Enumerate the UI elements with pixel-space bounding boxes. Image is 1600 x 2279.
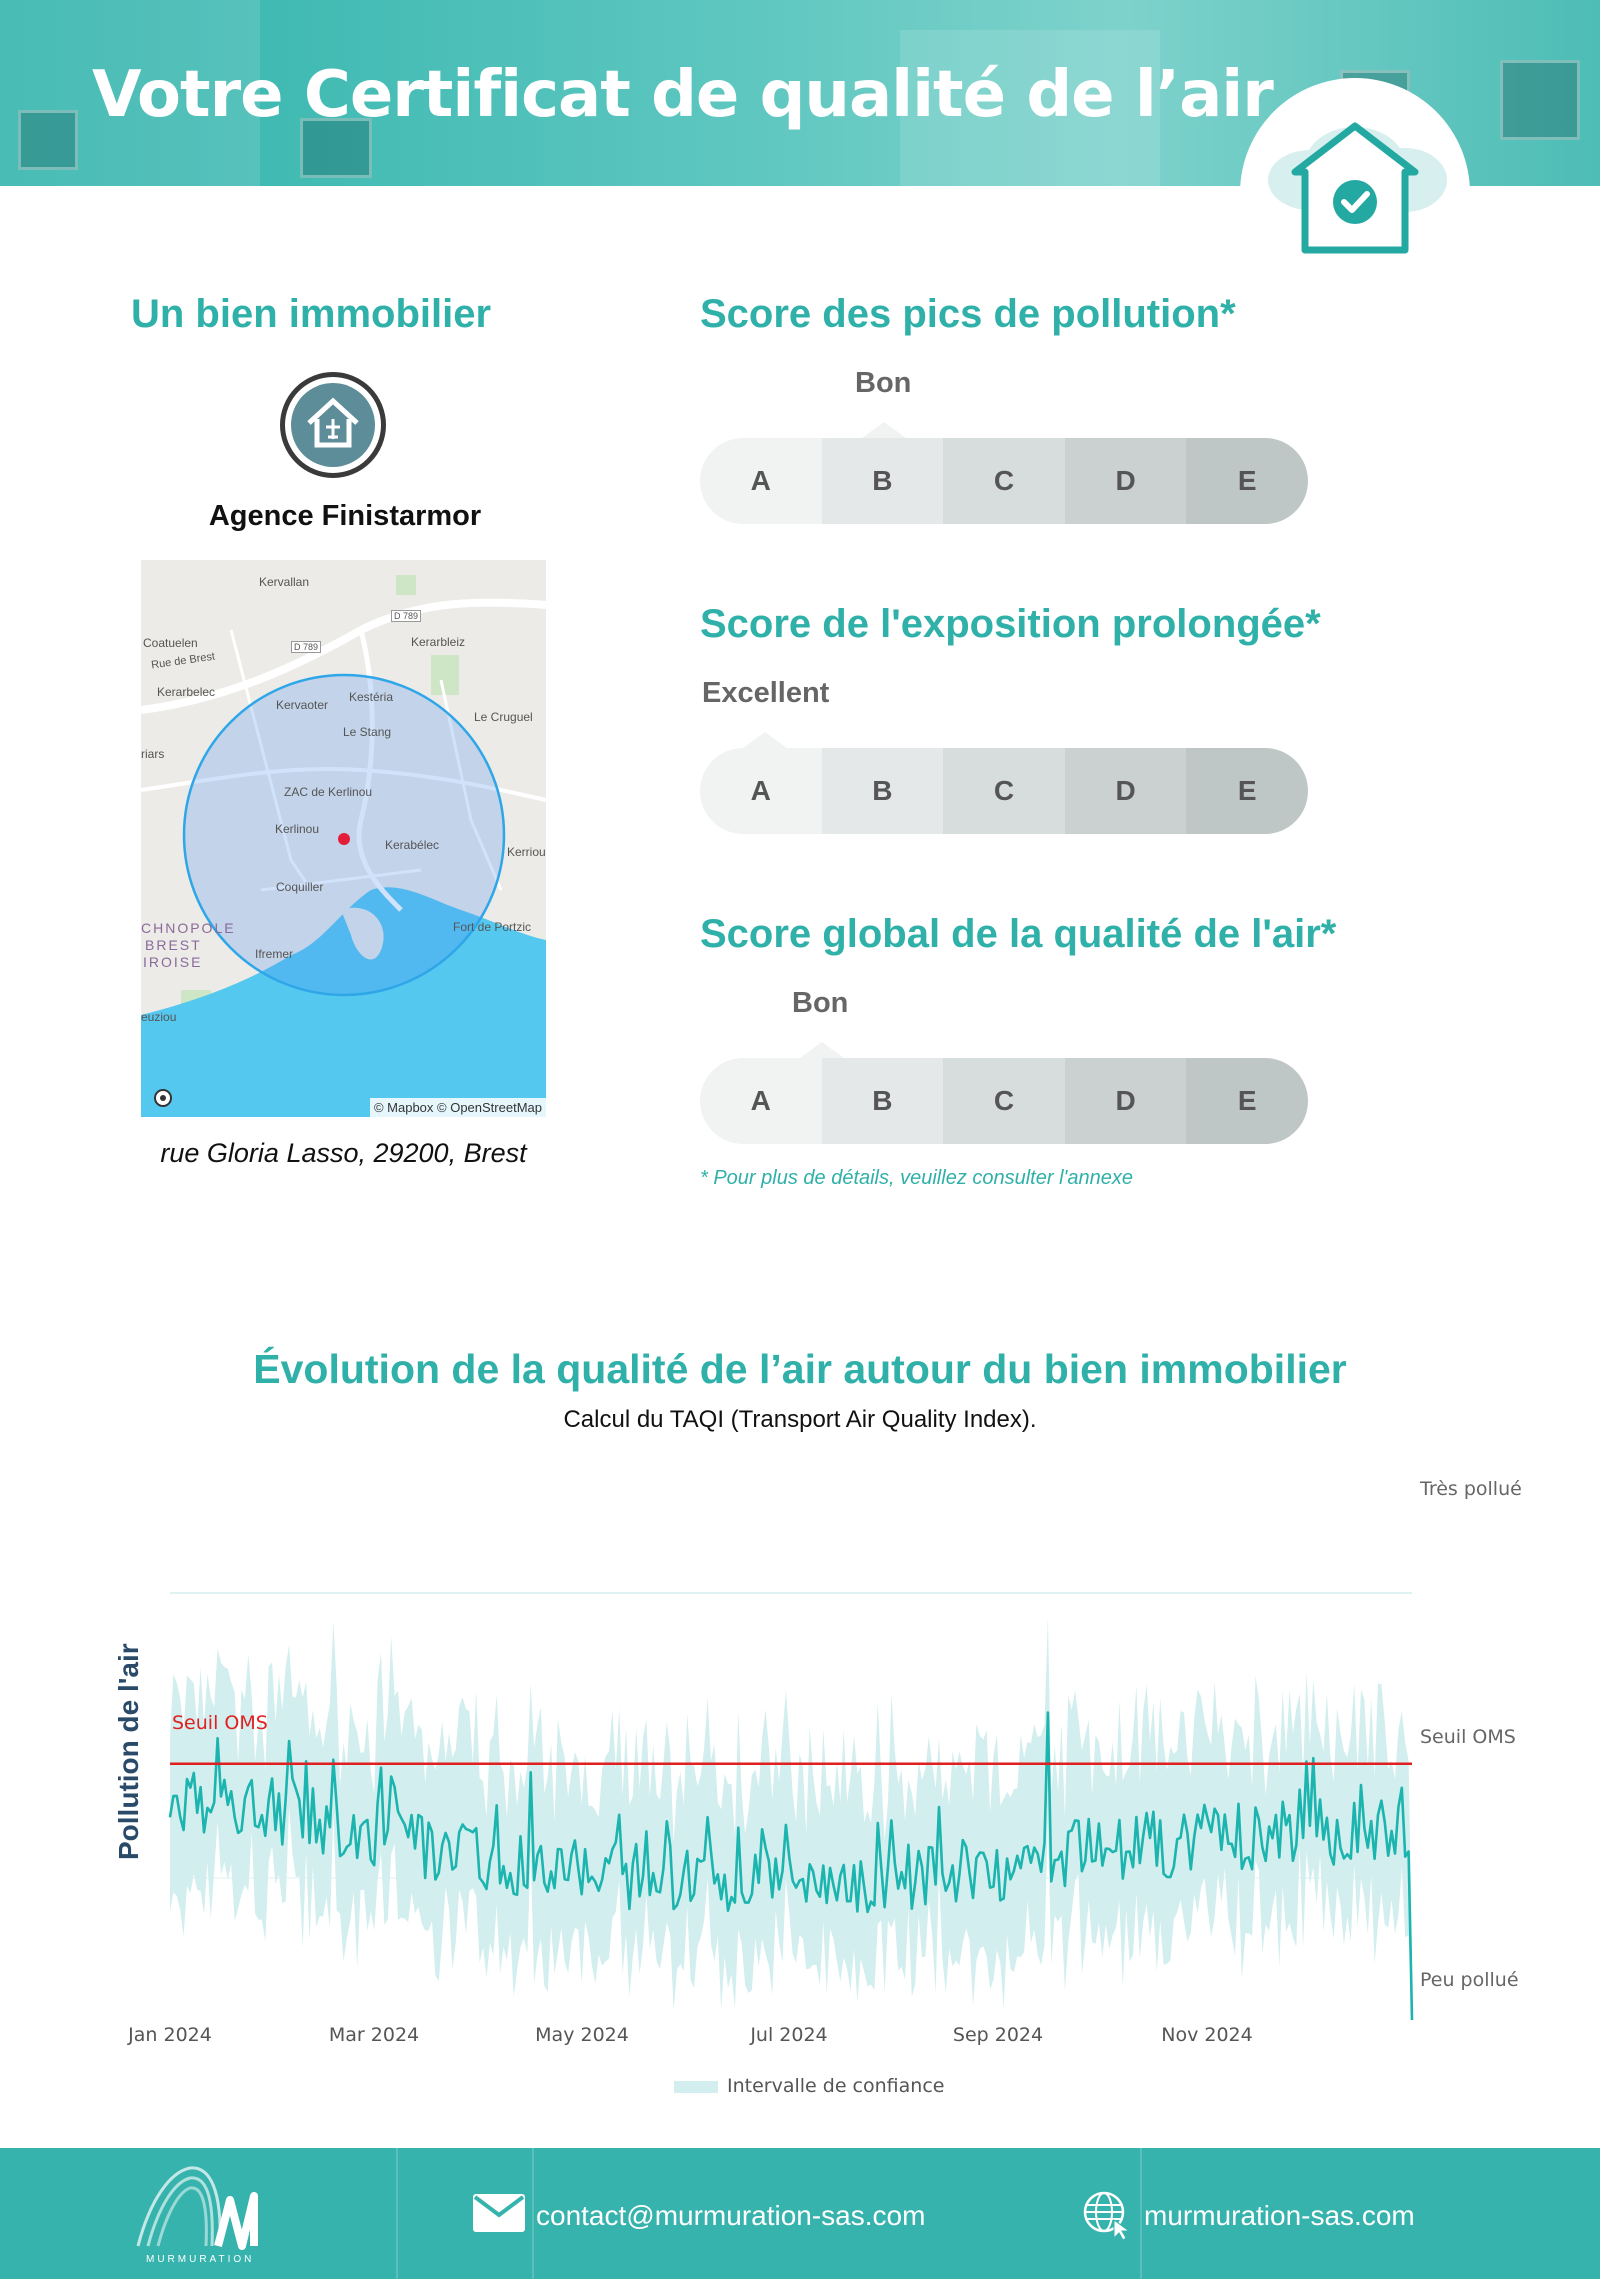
grade-c: C: [943, 1058, 1065, 1144]
map-label: D 789: [391, 610, 421, 622]
map-label: CHNOPOLE: [141, 920, 236, 936]
house-check-icon: [1255, 110, 1455, 270]
map-label: Coatuelen: [143, 636, 198, 650]
score-exposure-pointer: [743, 732, 787, 748]
footer-website-link[interactable]: murmuration-sas.com: [1144, 2200, 1415, 2231]
score-peaks-label: Bon: [855, 367, 912, 399]
map-label: Coquiller: [276, 880, 324, 894]
score-global-label: Bon: [792, 987, 849, 1019]
grade-b: B: [822, 748, 944, 834]
score-peaks-pointer: [862, 422, 906, 438]
map-label: Kerabélec: [385, 838, 440, 852]
x-tick-label: Sep 2024: [952, 2024, 1044, 2046]
score-global-pointer: [800, 1042, 844, 1058]
grade-a: A: [700, 1058, 822, 1144]
grade-d: D: [1065, 748, 1187, 834]
x-tick-label: Nov 2024: [1161, 2024, 1253, 2046]
map-label: Le Stang: [343, 725, 392, 739]
air-quality-chart: [0, 1460, 1600, 2110]
map-label: riars: [141, 747, 165, 761]
x-tick-label: Jul 2024: [750, 2024, 828, 2046]
grade-c: C: [943, 438, 1065, 524]
grade-d: D: [1065, 438, 1187, 524]
map-label: Kervaoter: [276, 698, 329, 712]
map-label: ZAC de Kerlinou: [284, 785, 373, 799]
map-label: D 789: [291, 641, 321, 653]
score-peaks-scale: [700, 438, 1308, 524]
score-global-scale: [700, 1058, 1308, 1144]
chart-title: Évolution de la qualité de l’air autour du bien immobilier: [253, 1346, 1347, 1392]
score-exposure-scale: [700, 748, 1308, 834]
grade-d: D: [1065, 1058, 1187, 1144]
map-label: IROISE: [143, 954, 203, 970]
location-map[interactable]: [141, 560, 546, 1117]
footer-email-link[interactable]: contact@murmuration-sas.com: [536, 2200, 926, 2231]
right-label-bottom: Peu pollué: [1420, 1969, 1519, 1991]
grade-a: A: [700, 748, 822, 834]
right-label-threshold: Seuil OMS: [1420, 1726, 1516, 1748]
y-axis-label: Pollution de l'air: [113, 1643, 144, 1860]
home-icon: [299, 389, 367, 457]
murmuration-logo-icon: [130, 2160, 260, 2252]
map-label: Kervallan: [259, 575, 310, 589]
chart-subtitle: Calcul du TAQI (Transport Air Quality Index).: [563, 1406, 1037, 1433]
map-label: Kerriou: [507, 845, 546, 859]
grade-e: E: [1186, 748, 1308, 834]
property-section-title: Un bien immobilier: [131, 292, 492, 336]
map-label: Kerlinou: [275, 822, 320, 836]
x-tick-label: Mar 2024: [328, 2024, 420, 2046]
grade-c: C: [943, 748, 1065, 834]
legend-label[interactable]: Intervalle de confiance: [727, 2075, 945, 2097]
score-peaks-title: Score des pics de pollution*: [700, 292, 1236, 336]
mail-icon: [472, 2193, 526, 2233]
map-label: Ifremer: [255, 947, 294, 961]
property-address: rue Gloria Lasso, 29200, Brest: [160, 1138, 527, 1168]
map-label: euziou: [141, 1010, 177, 1024]
grade-e: E: [1186, 438, 1308, 524]
footer-brand: MURMURATION: [146, 2254, 255, 2265]
score-exposure-title: Score de l'exposition prolongée*: [700, 602, 1321, 646]
map-label: Rue de Brest: [150, 650, 216, 672]
page-title: Votre Certificat de qualité de l’air: [92, 58, 1273, 132]
mapbox-logo-icon: [153, 1088, 173, 1108]
map-label: Le Cruguel: [474, 710, 533, 724]
map-label: Kerarbelec: [157, 685, 216, 699]
grade-b: B: [822, 438, 944, 524]
globe-icon: [1082, 2190, 1132, 2240]
map-label: Kerarbleiz: [411, 635, 466, 649]
map-label: Kestéria: [349, 690, 394, 704]
score-global-title: Score global de la qualité de l'air*: [700, 912, 1337, 956]
x-tick-label: May 2024: [535, 2024, 629, 2046]
right-label-top: Très pollué: [1420, 1478, 1522, 1500]
map-label: BREST: [145, 937, 202, 953]
score-exposure-label: Excellent: [702, 677, 830, 709]
threshold-label-left: Seuil OMS: [172, 1712, 268, 1734]
x-tick-label: Jan 2024: [128, 2024, 212, 2046]
grade-b: B: [822, 1058, 944, 1144]
grade-e: E: [1186, 1058, 1308, 1144]
grade-a: A: [700, 438, 822, 524]
legend-swatch: [674, 2081, 718, 2093]
banner-window: [18, 110, 78, 170]
annex-footnote: * Pour plus de détails, veuillez consulter l'annexe: [700, 1167, 1133, 1189]
agency-logo: [280, 372, 386, 478]
agency-name: Agence Finistarmor: [208, 500, 482, 532]
map-credit[interactable]: © Mapbox © OpenStreetMap: [370, 1098, 546, 1117]
banner-window: [1500, 60, 1580, 140]
map-label: Fort de Portzic: [453, 920, 532, 934]
